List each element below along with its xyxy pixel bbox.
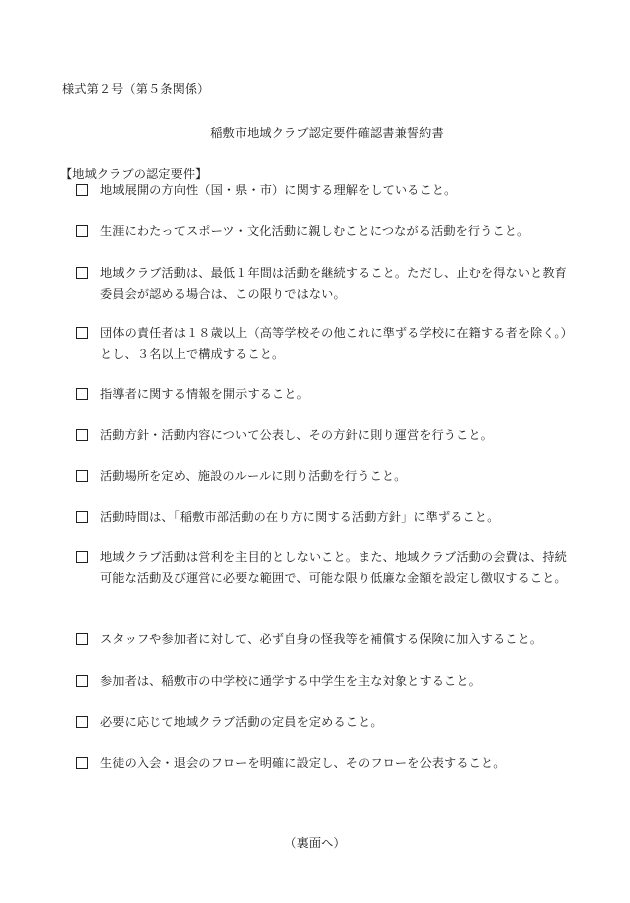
requirement-item (76, 712, 576, 733)
requirement-text: 生涯にわたってスポーツ・文化活動に親しむことにつながる活動を行うこと。 (100, 224, 530, 238)
checkbox[interactable] (76, 267, 88, 279)
requirement-text: 活動場所を定め、施設のルールに則り活動を行うこと。 (100, 469, 407, 483)
checkbox[interactable] (76, 551, 88, 563)
requirement-item (76, 466, 576, 487)
requirement-item (76, 671, 576, 692)
requirement-item (76, 507, 576, 528)
requirement-item (76, 384, 576, 405)
checkbox[interactable] (76, 675, 88, 687)
requirement-item (76, 547, 576, 589)
checkbox[interactable] (76, 327, 88, 339)
requirement-text: 団体の責任者は１８歳以上（高等学校その他これに準ずる学校に在籍する者を除く。）とし、３名以上で構成すること。 (100, 326, 573, 361)
section-heading: 【地域クラブの認定要件】 (60, 167, 208, 181)
back-page-note: （裏面へ） (284, 836, 346, 850)
requirement-item (76, 425, 576, 446)
requirement-text: 指導者に関する情報を開示すること。 (100, 387, 309, 401)
checkbox[interactable] (76, 429, 88, 441)
requirement-text: 地域展開の方向性（国・県・市）に関する理解をしていること。 (100, 183, 457, 197)
checkbox[interactable] (76, 388, 88, 400)
requirement-text: 活動時間は、「稲敷市部活動の在り方に関する活動方針」に準ずること。 (100, 510, 500, 524)
requirement-item (76, 221, 576, 242)
checkbox[interactable] (76, 511, 88, 523)
requirement-item (76, 323, 576, 365)
checkbox[interactable] (76, 225, 88, 237)
requirement-text: 地域クラブ活動は、最低１年間は活動を継続すること。ただし、止むを得ないと教育委員会が認める場合は、この限りではない。 (100, 266, 567, 301)
requirement-text: スタッフや参加者に対して、必ず自身の怪我等を補償する保険に加入すること。 (100, 632, 543, 646)
document-title: 稲敷市地域クラブ認定要件確認書兼誓約書 (210, 126, 444, 140)
checkbox[interactable] (76, 633, 88, 645)
requirement-text: 必要に応じて地域クラブ活動の定員を定めること。 (100, 715, 383, 729)
checkbox[interactable] (76, 716, 88, 728)
requirement-text: 参加者は、稲敷市の中学校に通学する中学生を主な対象とすること。 (100, 674, 481, 688)
requirement-item (76, 753, 576, 774)
checkbox[interactable] (76, 470, 88, 482)
requirement-item (76, 180, 576, 201)
requirement-text: 活動方針・活動内容について公表し、その方針に則り運営を行うこと。 (100, 428, 493, 442)
checkbox[interactable] (76, 184, 88, 196)
checkbox[interactable] (76, 757, 88, 769)
requirement-item (76, 263, 576, 305)
requirement-item (76, 629, 576, 650)
requirement-text: 地域クラブ活動は営利を主目的としないこと。また、地域クラブ活動の会費は、持続可能な活動及び運営に必要な範囲で、可能な限り低廉な金額を設定し徴収すること。 (100, 550, 567, 585)
requirement-text: 生徒の入会・退会のフローを明確に設定し、そのフローを公表すること。 (100, 756, 506, 770)
form-number: 様式第２号（第５条関係） (62, 82, 210, 96)
